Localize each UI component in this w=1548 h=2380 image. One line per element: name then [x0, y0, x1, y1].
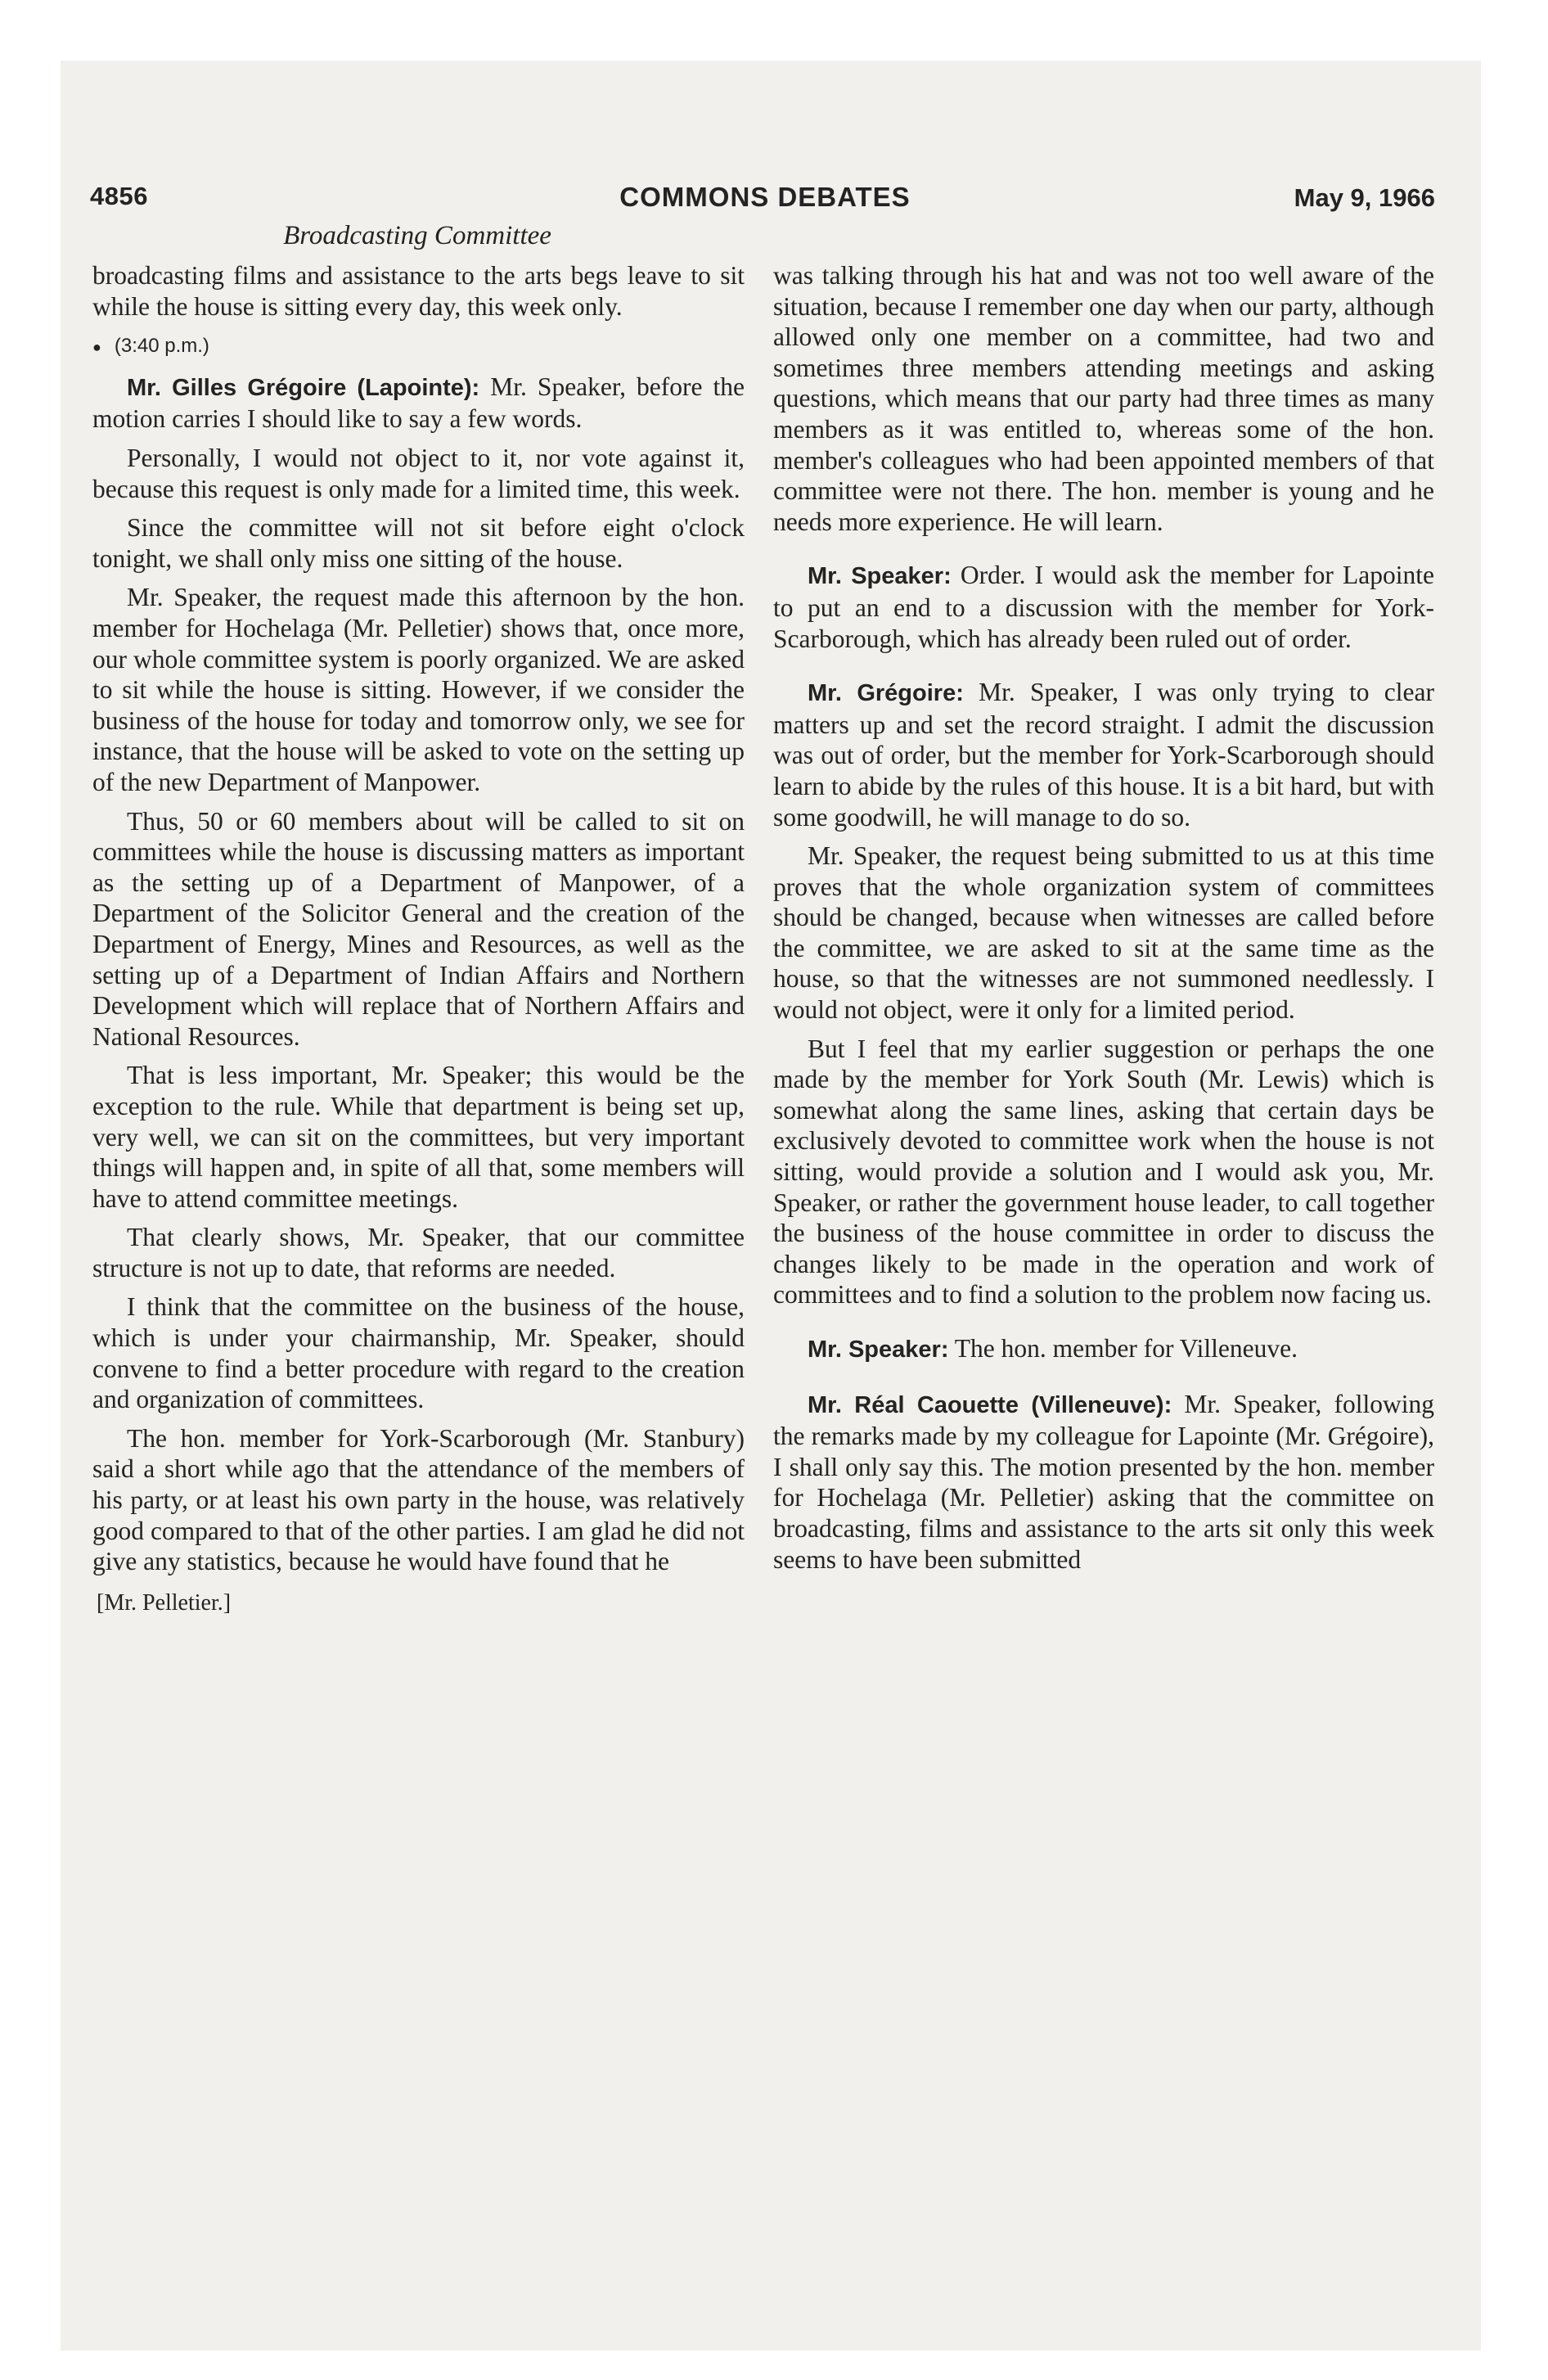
speech-text: Order. I would ask the member for Lapointe to put an end to a discussion with the member for York-Scarborough, which has already been ruled out of order.	[773, 561, 1434, 653]
paragraph: Mr. Speaker, the request made this afternoon by the hon. member for Hochelaga (Mr. Pelletier) shows that, once more, our whole committee system is poorly organized. We are asked to sit while the house is sitting. However, if we consider the business of the house for today and tomorrow only, we see for instance, that the house will be asked to vote on the setting up of the new Department of Manpower.	[92, 583, 745, 796]
paragraph: was talking through his hat and was not too well aware of the situation, because I remember one day when our party, although allowed only one member on a committee, had two and sometimes three members attending meetings and asking questions, which means that our party had three times as many members as it was entitled to, whereas some of the hon. member's colleagues who had been appointed members of that committee were not there. The hon. member is young and he needs more experience. He will learn.	[773, 261, 1434, 536]
time-stamp-text: (3:40 p.m.)	[114, 335, 209, 358]
paragraph: Mr. Speaker, the request being submitted to us at this time proves that the whole organization system of committees should be changed, because when witnesses are called before the committee, we are asked to sit at the same time as the house, so that the witnesses are not summoned needlessly. I would not object, were it only for a limited period.	[773, 841, 1434, 1025]
right-column	[773, 260, 1434, 1583]
speech-text: Mr. Speaker, before the motion carries I should like to say a few words.	[92, 372, 745, 434]
running-head: COMMONS DEBATES	[619, 182, 911, 212]
speech	[773, 560, 1434, 654]
paragraph: That clearly shows, Mr. Speaker, that our committee structure is not up to date, that reforms are needed.	[92, 1223, 745, 1282]
paragraph: Thus, 50 or 60 members about will be called to sit on committees while the house is discussing matters as important as the setting up of a Department of Manpower, of a Department of the Solicitor General and the creation of the Department of Energy, Mines and Resources, as well as the setting up of a Department of Indian Affairs and Northern Development which will replace that of Northern Affairs and National Resources.	[92, 806, 745, 1051]
speaker-name: Mr. Gilles Grégoire (Lapointe):	[127, 374, 480, 401]
speech	[773, 677, 1434, 832]
speaker-name: Mr. Réal Caouette (Villeneuve):	[808, 1391, 1172, 1418]
speech	[92, 372, 745, 435]
paragraph: But I feel that my earlier suggestion or perhaps the one made by the member for York South (Mr. Lewis) which is somewhat along the same lines, asking that certain days be exclusively devoted to committee work when the house is not sitting, would provide a solution and I would ask you, Mr. Speaker, or rather the government house leader, to call together the business of the house committee in order to discuss the changes likely to be made in the operation and work of committees and to find a solution to the problem now facing us.	[773, 1034, 1434, 1309]
paragraph: Since the committee will not sit before eight o'clock tonight, we shall only miss one sitting of the house.	[92, 513, 745, 573]
speaker-attribution-note: [Mr. Pelletier.]	[97, 1590, 232, 1616]
time-stamp	[92, 330, 745, 363]
paragraph: Personally, I would not object to it, nor vote against it, because this request is only made for a limited time, this week.	[92, 444, 745, 503]
paragraph: That is less important, Mr. Speaker; this would be the exception to the rule. While that department is being set up, very well, we can sit on the committees, but very important things will happen and, in spite of all that, some members will have to attend committee meetings.	[92, 1061, 745, 1213]
speech	[773, 1389, 1434, 1575]
paragraph: I think that the committee on the business of the house, which is under your chairmanship, Mr. Speaker, should convene to find a better procedure with regard to the creation and organization of committees.	[92, 1292, 745, 1414]
page-header	[90, 182, 1440, 223]
speaker-name: Mr. Grégoire:	[808, 680, 964, 707]
page-number: 4856	[90, 182, 148, 210]
speaker-name: Mr. Speaker:	[808, 563, 952, 590]
speech	[773, 1333, 1434, 1366]
paragraph: The hon. member for York-Scarborough (Mr. Stanbury) said a short while ago that the attendance of the members of his party, or at least his own party in the house, was relatively good compared to that of the other parties. I am glad he did not give any statistics, because he would have found that he	[92, 1423, 745, 1576]
speech-text: The hon. member for Villeneuve.	[954, 1334, 1298, 1363]
speech-text: Mr. Speaker, following the remarks made by my colleague for Lapointe (Mr. Grégoire), I shall only say this. The motion presented by the hon. member for Hochelaga (Mr. Pelletier) asking that the committee on broadcasting, films and assistance to the arts sit only this week seems to have been submitted	[773, 1389, 1434, 1574]
left-column	[92, 260, 745, 1585]
speech-text: Mr. Speaker, I was only trying to clear matters up and set the record straight. I admit the discussion was out of order, but the member for York-Scarborough should learn to abide by the rules of this house. It is a bit hard, but with some goodwill, he will manage to do so.	[773, 678, 1434, 832]
bullet-icon: ●	[92, 338, 101, 355]
page-date: May 9, 1966	[1294, 183, 1435, 212]
paragraph: broadcasting films and assistance to the arts begs leave to sit while the house is sitting every day, this week only.	[92, 261, 745, 321]
subject-heading: Broadcasting Committee	[283, 221, 551, 250]
speaker-name: Mr. Speaker:	[808, 1336, 949, 1363]
